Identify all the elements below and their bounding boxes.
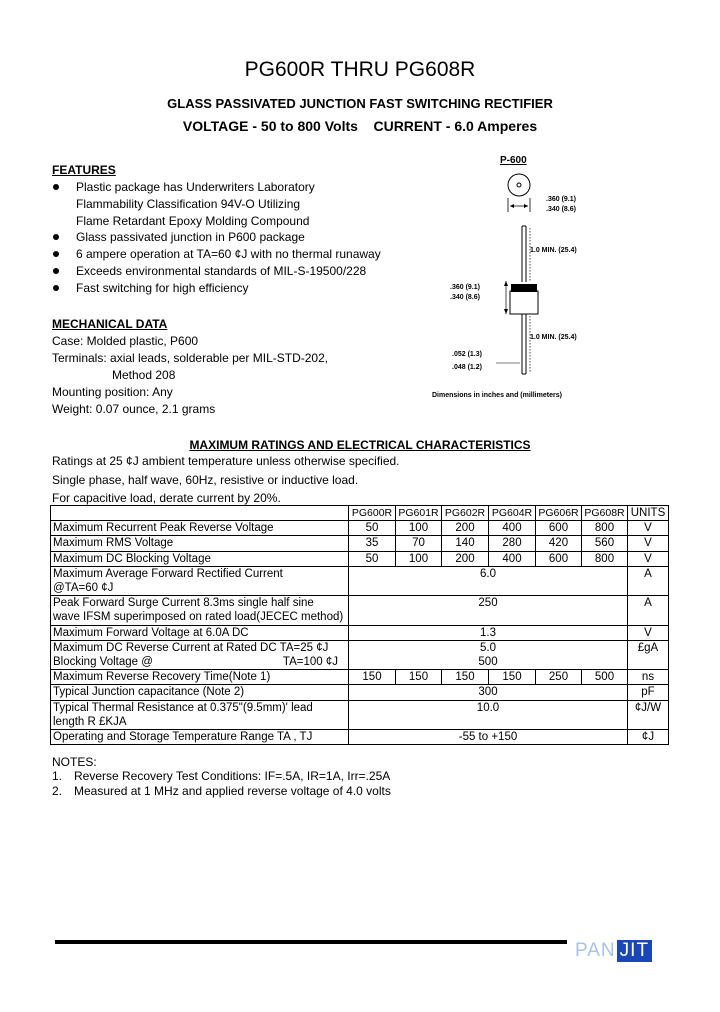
feature-line: Fast switching for high efficiency bbox=[76, 280, 249, 295]
package-body bbox=[510, 291, 538, 314]
cell-value: 6.0 bbox=[349, 566, 628, 595]
table-row bbox=[51, 625, 669, 640]
cell-value: 150 bbox=[396, 670, 442, 685]
row-label: Maximum Average Forward Rectified Current @TA=60 ¢J bbox=[51, 566, 349, 595]
column-header: PG600R bbox=[349, 506, 396, 521]
table-header-blank bbox=[51, 506, 349, 521]
table-row bbox=[51, 730, 669, 745]
row-label: Maximum Recurrent Peak Reverse Voltage bbox=[51, 521, 349, 536]
ratings-note-derate: For capacitive load, derate current by 20%. bbox=[52, 491, 281, 505]
row-label: Operating and Storage Temperature Range TA , TJ bbox=[51, 730, 349, 745]
end-view-icon bbox=[508, 174, 530, 196]
row-label: Peak Forward Surge Current 8.3ms single half sine wave IFSM superimposed on rated load(JECEC method) bbox=[51, 596, 349, 625]
ratings-heading: MAXIMUM RATINGS AND ELECTRICAL CHARACTERISTICS bbox=[189, 438, 531, 452]
feature-line: 6 ampere operation at TA=60 ¢J with no thermal runaway bbox=[76, 247, 381, 262]
row-label: Typical Junction capacitance (Note 2) bbox=[51, 685, 349, 700]
cell-value: 10.0 bbox=[349, 700, 628, 729]
note-capacitance: Measured at 1 MHz and applied reverse voltage of 4.0 volts bbox=[74, 784, 391, 798]
cell-value: 400 bbox=[489, 521, 536, 536]
ratings-note-ambient: Ratings at 25 ¢J ambient temperature unless otherwise specified. bbox=[52, 454, 400, 468]
cell-value: 300 bbox=[349, 685, 628, 700]
package-label: P-600 bbox=[500, 155, 527, 166]
table-row bbox=[51, 521, 669, 536]
column-header: PG604R bbox=[489, 506, 536, 521]
cell-value: 600 bbox=[536, 551, 582, 566]
feature-item bbox=[50, 229, 430, 246]
notes-heading: NOTES: bbox=[52, 755, 97, 769]
bullet-icon bbox=[53, 184, 59, 190]
package-outline-drawing bbox=[430, 148, 610, 408]
mechanical-heading: MECHANICAL DATA bbox=[52, 317, 168, 331]
feature-line: Glass passivated junction in P600 package bbox=[76, 230, 305, 245]
feature-item bbox=[50, 246, 430, 263]
features-heading: FEATURES bbox=[52, 163, 116, 177]
cell-unit: V bbox=[628, 521, 669, 536]
cell-value: 100 bbox=[396, 521, 442, 536]
table-row bbox=[51, 685, 669, 700]
cell-value: 250 bbox=[536, 670, 582, 685]
dim-body-dia-max: .360 (9.1) bbox=[546, 196, 576, 203]
column-header: PG601R bbox=[396, 506, 442, 521]
feature-item bbox=[50, 179, 430, 229]
feature-item bbox=[50, 280, 430, 297]
dim-lead-len-top: 1.0 MIN. (25.4) bbox=[530, 247, 577, 254]
cell-unit: V bbox=[628, 536, 669, 551]
table-row bbox=[51, 640, 669, 669]
mechanical-method: Method 208 bbox=[112, 368, 176, 382]
cell-unit: V bbox=[628, 625, 669, 640]
cell-value: 50 bbox=[349, 521, 396, 536]
logo-text-jit: JIT bbox=[617, 940, 652, 962]
cathode-band bbox=[511, 284, 537, 292]
dim-lead-dia-max: .052 (1.3) bbox=[452, 351, 482, 358]
table-row bbox=[51, 670, 669, 685]
cell-unit: A bbox=[628, 596, 669, 625]
row-label: Typical Thermal Resistance at 0.375"(9.5mm)' lead length R £KJA bbox=[51, 700, 349, 729]
panjit-logo bbox=[575, 940, 652, 962]
dim-body-dia-min: .340 (8.6) bbox=[546, 206, 576, 213]
bullet-icon bbox=[53, 285, 59, 291]
column-header: UNITS bbox=[628, 506, 669, 521]
feature-line: Plastic package has Underwriters Laboratory bbox=[76, 180, 315, 194]
cell-unit: V bbox=[628, 551, 669, 566]
subtitle-description: GLASS PASSIVATED JUNCTION FAST SWITCHING RECTIFIER bbox=[167, 96, 553, 111]
mechanical-terminals: Terminals: axial leads, solderable per MIL-STD-202, bbox=[52, 351, 329, 365]
dim-lead-dia-min: .048 (1.2) bbox=[452, 364, 482, 371]
note-reverse-recovery: Reverse Recovery Test Conditions: IF=.5A, IR=1A, Irr=.25A bbox=[74, 769, 391, 783]
row-label: Maximum Reverse Recovery Time(Note 1) bbox=[51, 670, 349, 685]
cell-unit: ¢J/W bbox=[628, 700, 669, 729]
cell-value: 50 bbox=[349, 551, 396, 566]
cell-value: 200 bbox=[442, 521, 489, 536]
cell-value: 100 bbox=[396, 551, 442, 566]
cell-unit: A bbox=[628, 566, 669, 595]
cell-value: 800 bbox=[582, 521, 628, 536]
dim-lead-len-bottom: 1.0 MIN. (25.4) bbox=[530, 334, 577, 341]
note-number: 1. bbox=[52, 769, 63, 783]
feature-line: Flammability Classification 94V-O Utilizing bbox=[76, 196, 301, 211]
cell-unit: ns bbox=[628, 670, 669, 685]
cell-value: 800 bbox=[582, 551, 628, 566]
cell-value: 400 bbox=[489, 551, 536, 566]
table-row bbox=[51, 700, 669, 729]
cell-value: 280 bbox=[489, 536, 536, 551]
cell-value: 600 bbox=[536, 521, 582, 536]
cell-value: 200 bbox=[442, 551, 489, 566]
logo-text-pan: PAN bbox=[575, 940, 616, 961]
mechanical-mounting: Mounting position: Any bbox=[52, 385, 173, 399]
row-label: Maximum DC Reverse Current at Rated DC TA=25 ¢J Blocking Voltage @ TA=100 ¢J bbox=[51, 640, 349, 669]
subtitle-ratings: VOLTAGE - 50 to 800 Volts CURRENT - 6.0 Amperes bbox=[182, 118, 538, 134]
cell-value: 70 bbox=[396, 536, 442, 551]
cell-unit: £gA bbox=[628, 640, 669, 669]
column-header: PG602R bbox=[442, 506, 489, 521]
cell-value: -55 to +150 bbox=[349, 730, 628, 745]
cell-value: 150 bbox=[349, 670, 396, 685]
cell-value: 560 bbox=[582, 536, 628, 551]
dim-body-len-max: .360 (9.1) bbox=[450, 284, 480, 291]
table-row bbox=[51, 536, 669, 551]
dim-body-len-min: .340 (8.6) bbox=[450, 294, 480, 301]
bullet-icon bbox=[53, 268, 59, 274]
features-list bbox=[50, 179, 430, 297]
cell-unit: ¢J bbox=[628, 730, 669, 745]
cell-value: 250 bbox=[349, 596, 628, 625]
cell-value: 150 bbox=[489, 670, 536, 685]
document-title: PG600R THRU PG608R bbox=[244, 58, 476, 81]
column-header: PG608R bbox=[582, 506, 628, 521]
cell-value: 420 bbox=[536, 536, 582, 551]
cell-unit: pF bbox=[628, 685, 669, 700]
feature-line: Flame Retardant Epoxy Molding Compound bbox=[76, 213, 310, 228]
feature-line: Exceeds environmental standards of MIL-S-19500/228 bbox=[76, 263, 367, 278]
feature-item bbox=[50, 263, 430, 280]
bullet-icon bbox=[53, 251, 59, 257]
row-label: Maximum Forward Voltage at 6.0A DC bbox=[51, 625, 349, 640]
row-label: Maximum RMS Voltage bbox=[51, 536, 349, 551]
dimension-note: Dimensions in inches and (millimeters) bbox=[432, 392, 562, 399]
footer-rule bbox=[55, 940, 567, 944]
cell-value: 1.3 bbox=[349, 625, 628, 640]
note-number: 2. bbox=[52, 784, 63, 798]
cell-value: 500 bbox=[582, 670, 628, 685]
column-header: PG606R bbox=[536, 506, 582, 521]
table-row bbox=[51, 551, 669, 566]
ratings-note-load: Single phase, half wave, 60Hz, resistive or inductive load. bbox=[52, 473, 359, 487]
ratings-table bbox=[50, 505, 669, 745]
bullet-icon bbox=[53, 234, 59, 240]
cell-value: 35 bbox=[349, 536, 396, 551]
mechanical-case: Case: Molded plastic, P600 bbox=[52, 334, 199, 348]
cell-value: 140 bbox=[442, 536, 489, 551]
cell-value: 150 bbox=[442, 670, 489, 685]
table-row bbox=[51, 596, 669, 625]
cell-value: 5.0 500 bbox=[349, 640, 628, 669]
table-header-row bbox=[51, 506, 669, 521]
mechanical-weight: Weight: 0.07 ounce, 2.1 grams bbox=[52, 402, 216, 416]
table-row bbox=[51, 566, 669, 595]
row-label: Maximum DC Blocking Voltage bbox=[51, 551, 349, 566]
